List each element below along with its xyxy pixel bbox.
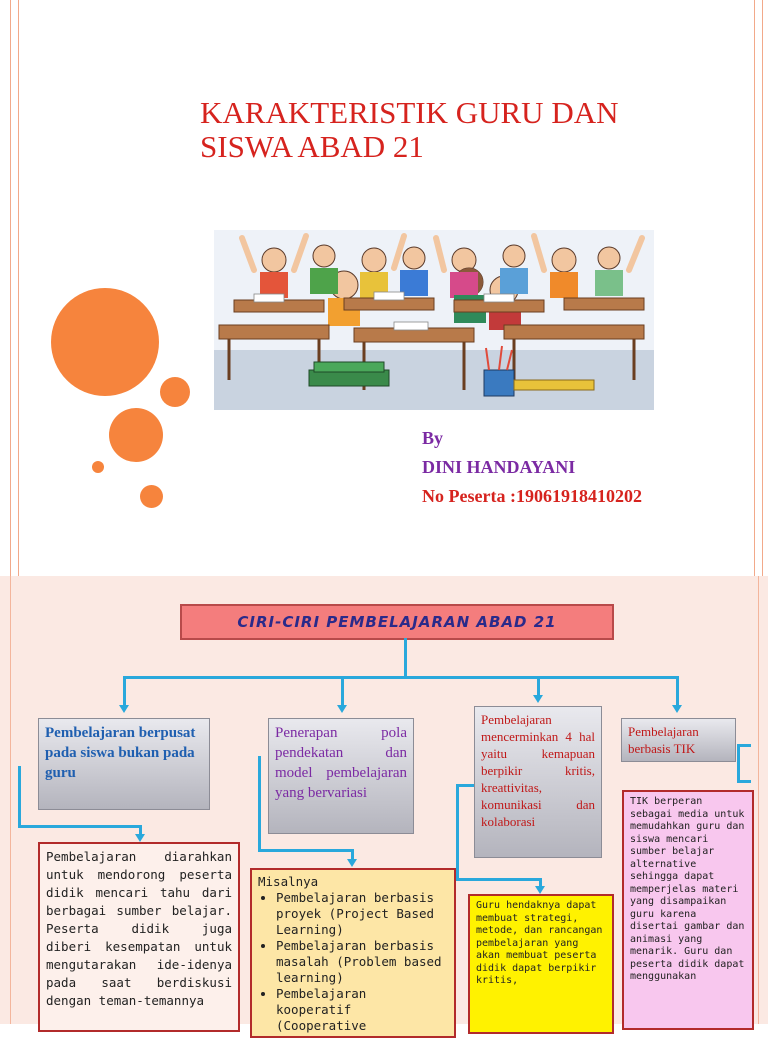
connector-line bbox=[18, 766, 21, 826]
connector-line bbox=[537, 676, 540, 696]
decor-circle-large bbox=[51, 288, 159, 396]
feature-text: Pembelajaran berpusat pada siswa bukan pada guru bbox=[45, 725, 196, 781]
arrow-head bbox=[533, 695, 543, 703]
by-label: By bbox=[422, 428, 444, 448]
feature-box-varied-approach bbox=[268, 718, 414, 834]
features-slide bbox=[0, 576, 768, 1033]
decor-circle bbox=[160, 377, 190, 407]
detail-box-examples bbox=[250, 868, 456, 1038]
slide-title bbox=[200, 96, 680, 164]
feature-text: Pembelajaran berbasis TIK bbox=[628, 724, 699, 756]
connector-line bbox=[18, 825, 142, 828]
author-name: DINI HANDAYANI bbox=[422, 457, 576, 477]
connector-line bbox=[258, 756, 261, 851]
connector-line bbox=[737, 746, 740, 781]
list-item: • Pembelajaran kooperatif (Cooperative bbox=[276, 986, 448, 1034]
connector-line bbox=[456, 784, 459, 880]
left-border-line bbox=[10, 576, 11, 1024]
decor-circle bbox=[109, 408, 163, 462]
connector-line bbox=[341, 676, 344, 706]
connector-line bbox=[123, 676, 126, 706]
decor-circle-small bbox=[92, 461, 104, 473]
list-item: • Pembelajaran berbasis proyek (Project Based Learning) bbox=[276, 890, 448, 938]
detail-intro: Misalnya bbox=[258, 874, 319, 889]
arrow-head bbox=[119, 705, 129, 713]
detail-text: Guru hendaknya dapat membuat strategi, metode, dan rancangan pembelajaran yang akan membuat peserta didik dapat berpikir kritis, bbox=[476, 900, 603, 986]
connector-line bbox=[456, 878, 542, 881]
right-border-line bbox=[762, 0, 763, 576]
example-list bbox=[258, 890, 448, 1034]
feature-box-ict bbox=[621, 718, 736, 762]
left-border-line bbox=[18, 0, 19, 576]
left-border-line bbox=[10, 0, 11, 576]
connector-line bbox=[737, 744, 751, 747]
arrow-head bbox=[337, 705, 347, 713]
detail-box-ict-role bbox=[622, 790, 754, 1030]
arrow-head bbox=[135, 834, 145, 842]
connector-line bbox=[737, 780, 751, 783]
detail-box-teacher-strategy bbox=[468, 894, 614, 1034]
title-line-2: SISWA ABAD 21 bbox=[200, 129, 424, 164]
detail-text: Pembelajaran diarahkan untuk mendorong peserta didik mencari tahu dari berbagai sumber belajar. Peserta didik juga diberi kesempatan untuk mengutarakan ide-idenya pada saat berdiskusi dengan teman-temannya bbox=[46, 849, 232, 1008]
feature-text: Penerapan pola pendekatan dan model pembelajaran yang bervariasi bbox=[275, 725, 407, 801]
arrow-head bbox=[347, 859, 357, 867]
connector-line bbox=[676, 676, 679, 706]
feature-box-4c-skills bbox=[474, 706, 602, 858]
connector-line bbox=[258, 849, 354, 852]
arrow-head bbox=[535, 886, 545, 894]
right-border-line bbox=[754, 0, 755, 576]
arrow-head bbox=[672, 705, 682, 713]
connector-line bbox=[123, 676, 679, 679]
feature-box-student-centered bbox=[38, 718, 210, 810]
decor-circle bbox=[140, 485, 163, 508]
list-item: • Pembelajaran berbasis masalah (Problem based learning) bbox=[276, 938, 448, 986]
detail-box-student-centered bbox=[38, 842, 240, 1032]
right-border-line bbox=[758, 576, 759, 1024]
diagram-banner: CIRI-CIRI PEMBELAJARAN ABAD 21 bbox=[180, 604, 614, 640]
title-line-1: KARAKTERISTIK GURU DAN bbox=[200, 95, 619, 130]
connector-line bbox=[404, 638, 407, 678]
participant-number: No Peserta :19061918410202 bbox=[422, 486, 642, 506]
classroom-illustration bbox=[214, 230, 654, 410]
feature-text: Pembelajaran mencerminkan 4 hal yaitu kemapuan berpikir kritis, kreattivitas, komunikasi dan kolaborasi bbox=[481, 712, 595, 829]
detail-text: TIK berperan sebagai media untuk memudahkan guru dan siswa mencari sumber belajar alternative sehingga dapat memperjelas materi yang disampaikan guru karena disertai gambar dan animasi yang menarik. Guru dan peserta didik dapat menggunakan bbox=[630, 796, 745, 982]
